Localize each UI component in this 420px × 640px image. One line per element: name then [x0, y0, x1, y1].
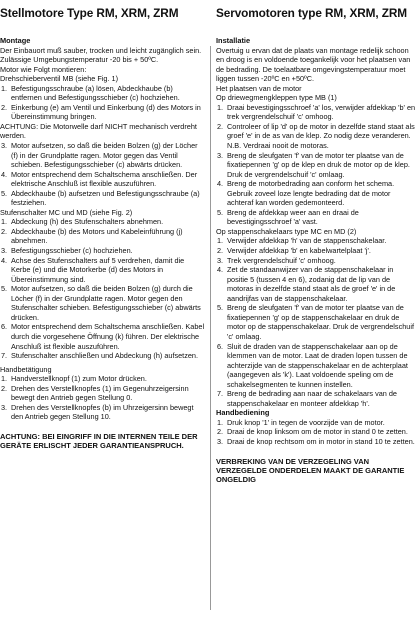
step-item	[216, 179, 416, 208]
step-item	[0, 141, 205, 170]
step-item	[0, 322, 205, 351]
warranty-warning: ACHTUNG: BEI EINGRIFF IN DIE INTERNEN TEILE DER GERÄTE ERLISCHT JEDER GARANTIEANSPRUCH.	[0, 431, 198, 451]
step-number: 2.	[1, 226, 8, 236]
step-item	[216, 418, 416, 428]
subheading-mb: Drehschieberventil MB (siehe Fig. 1)	[0, 74, 119, 84]
step-number: 5.	[1, 188, 8, 198]
step-item	[216, 122, 416, 151]
subheading-mb: Op driewegmengkleppen type MB (1)	[216, 93, 337, 103]
step-item	[0, 84, 205, 103]
step-number: 2.	[217, 121, 224, 131]
step-text: Druk knop '1' in tegen de voorzijde van de motor.	[227, 417, 385, 427]
section-heading-installatie: Installatie	[216, 36, 251, 45]
step-number: 3.	[1, 246, 8, 256]
step-text: Breng de sleufgaten 'f' van de motor ter plaatse van de fixatiepennen 'g' op de stappenschakelaar en druk de motor op de stappenschakelaar. Druk de vergrendelschuif 'c' omlaag.	[227, 303, 414, 341]
step-text: Controleer of lip 'd' op de motor in dezelfde stand staat als groef 'e' in de as van de klep. Zo nodig deze veranderen. N.B. Verdraai nooit de motoras.	[227, 121, 415, 151]
step-item	[216, 265, 416, 303]
step-item	[0, 403, 205, 422]
step-text: Verwijder afdekkap 'h' van de stappenschakelaar.	[227, 236, 387, 246]
subheading-mc-md: Stufenschalter MC und MD (siehe Fig. 2)	[0, 207, 133, 217]
manual-steps	[0, 374, 205, 422]
step-number: 4.	[217, 179, 224, 189]
step-text: Stufenschalter anschließen und Abdeckung (h) aufsetzen.	[11, 351, 199, 361]
step-item	[0, 189, 205, 208]
procedure-intro: Motor wie Folgt montieren:	[0, 64, 87, 74]
step-text: Abdeckung (h) des Stufenschalters abnehmen.	[11, 217, 164, 227]
step-number: 1.	[1, 374, 8, 384]
step-text: Drehen des Verstellknopfes (1) im Gegenuhrzeigersinn bewegt den Antrieb gegen Stellung 0.	[11, 383, 189, 403]
step-text: Sluit de draden van de stappenschakelaar aan op de klemmen van de motor. Laat de draden lopen tussen de achterzijde van de stappenschakelaar en de achterplaat (aangegeven als 'k'). Laat voldoende speling om de schakelsegmenten te kunnen instellen.	[227, 341, 408, 389]
step-text: Trek vergrendelschuif 'c' omhoog.	[227, 255, 336, 265]
step-text: Abdeckhaube (b) aufsetzen und Befestigungsschraube (a) festziehen.	[11, 188, 200, 208]
step-item	[0, 374, 205, 384]
step-item	[216, 208, 416, 227]
step-item	[216, 389, 416, 408]
step-number: 5.	[1, 284, 8, 294]
intro-paragraph: Overtuig u ervan dat de plaats van montage redelijk schoon en droog is en voldoende toegankelijk voor het plaatsen van de bedrading. De toelaatbare omgevingstemperatuur moet liggen tussen -20ºC en +50ºC.	[216, 45, 411, 84]
step-text: Draai de knop linksom om de motor in stand 0 te zetten.	[227, 427, 408, 437]
step-number: 5.	[217, 303, 224, 313]
page-title: Stellmotore Type RM, XRM, ZRM	[0, 6, 179, 20]
step-item	[216, 437, 416, 447]
step-item	[0, 256, 205, 285]
step-number: 1.	[1, 83, 8, 93]
step-item	[216, 103, 416, 122]
step-text: Abdeckhaube (b) des Motors und Kabeleinführung (j) abnehmen.	[11, 226, 183, 246]
step-text: Achse des Stufenschalters auf 5 verdrehen, damit die Kerbe (e) und die Motorkerbe (d) des Motors in Übereinstimmung sind.	[11, 255, 185, 284]
step-text: Breng de sleufgaten 'f' van de motor ter plaatse van de fixatiepennen 'g' op de klep en druk de motor op de klep. Druk de vergrendelschuif 'c' omlaag.	[227, 150, 410, 179]
procedure-intro: Het plaatsen van de motor	[216, 83, 302, 93]
step-number: 1.	[217, 102, 224, 112]
step-number: 2.	[217, 246, 224, 256]
step-number: 3.	[217, 255, 224, 265]
step-item	[216, 236, 416, 246]
step-number: 4.	[1, 255, 8, 265]
step-item	[0, 227, 205, 246]
step-number: 4.	[1, 169, 8, 179]
step-number: 1.	[1, 217, 8, 227]
step-text: Motor entsprechend dem Schaltschema anschließen. Kabel durch die vorgesehene Öffnung (k) führen. Der elektrische Anschluß ist flexible auszuführen.	[11, 322, 205, 351]
step-text: Breng de afdekkap weer aan en draai de bevestigingsschroef 'a' vast.	[227, 207, 359, 227]
step-number: 6.	[1, 322, 8, 332]
step-text: Breng de motorbedrading aan conform het schema. Gebruik zoveel loze lengte bedrading dat de motor achteraf kan worden gedemonteerd.	[227, 179, 395, 208]
step-number: 1.	[217, 236, 224, 246]
german-column	[0, 6, 205, 634]
column-divider	[210, 46, 211, 610]
step-text: Zet de standaanwijzer van de stappenschakelaar in positie 5 (tussen 4 en 6), zodanig dat de lip van de motoras in dezelfde stand staat als de groef 'e' in de aandrijfas van de stappenschakelaar.	[227, 265, 396, 303]
step-text: Draai de knop rechtsom om in motor in stand 10 te zetten.	[227, 436, 415, 446]
step-text: Befestigungsschieber (c) hochziehen.	[11, 246, 133, 256]
step-item	[216, 303, 416, 341]
step-number: 7.	[217, 389, 224, 399]
step-item	[216, 246, 416, 256]
step-number: 1.	[217, 417, 224, 427]
step-item	[216, 151, 416, 180]
warranty-warning: VERBREKING VAN DE VERZEGELING VAN VERZEGELDE ONDERDELEN MAAKT DE GARANTIE ONGELDIG	[216, 456, 405, 485]
step-text: Breng de bedrading aan naar de schakelaars van de stappenschakelaar en monteer afdekkap 'h'.	[227, 389, 397, 408]
manual-steps	[216, 418, 416, 447]
step-text: Handverstellknopf (1) zum Motor drücken.	[11, 374, 147, 384]
step-number: 3.	[217, 150, 224, 160]
mb-steps	[0, 84, 205, 122]
caution-note: ACHTUNG: Die Motorwelle darf NICHT mechanisch verdreht werden.	[0, 121, 197, 141]
mc-steps	[0, 217, 205, 360]
step-item	[216, 342, 416, 390]
step-text: Motor aufsetzen, so daß die beiden Bolzen (g) durch die Löcher (f) in der Grundplatte ragen. Motor gegen den Stufenschalter schieben. Befestigungsschieber (c) abwärts drücken.	[11, 284, 201, 322]
step-item	[0, 351, 205, 361]
step-number: 6.	[217, 341, 224, 351]
subheading-manual: Handbetätigung	[0, 364, 52, 374]
page-title: Servomotoren type RM, XRM, ZRM	[216, 6, 408, 20]
mb-steps-continued	[0, 141, 205, 208]
step-text: Drehen des Verstellknopfes (b) im Uhrzeigersinn bewegt den Antrieb gegen Stellung 10.	[11, 402, 194, 422]
step-item	[216, 256, 416, 266]
step-number: 3.	[1, 141, 8, 151]
mc-steps	[216, 236, 416, 408]
step-item	[0, 384, 205, 403]
step-item	[0, 103, 205, 122]
step-item	[0, 284, 205, 322]
step-text: Motor aufsetzen, so daß die beiden Bolzen (g) der Löcher (f) in der Grundplatte ragen. Motor gegen das Ventil schieben. Befestigungsschieber (c) abwärts drücken.	[11, 141, 198, 170]
step-text: Einkerbung (e) am Ventil und Einkerbung (d) des Motors in Übereinstimmung bringen.	[11, 102, 201, 122]
subheading-mc-md: Op stappenschakelaars type MC en MD (2)	[216, 226, 357, 236]
step-text: Verwijder afdekkap 'b' en kabelwartelplaat 'j'.	[227, 246, 371, 256]
step-number: 2.	[217, 427, 224, 437]
step-number: 2.	[1, 102, 8, 112]
step-number: 2.	[1, 383, 8, 393]
step-number: 3.	[217, 436, 224, 446]
step-number: 3.	[1, 402, 8, 412]
step-text: Befestigungsschraube (a) lösen, Abdeckhaube (b) entfernen und Befestigungsschieber (c) hochziehen.	[11, 83, 180, 103]
step-item	[0, 170, 205, 189]
mb-steps	[216, 103, 416, 227]
intro-paragraph: Der Einbauort muß sauber, trocken und leicht zugänglich sein. Zulässige Umgebungstemperatur -20 bis + 50ºC.	[0, 45, 202, 65]
step-item	[216, 427, 416, 437]
step-text: Draai bevestigingsschroef 'a' los, verwijder afdekkap 'b' en trek vergrendelschuif 'c' omhoog.	[227, 102, 416, 122]
step-text: Motor entsprechend dem Schaltschema anschließen. Der elektrische Anschluß ist flexible auszuführen.	[11, 169, 198, 189]
subheading-manual: Handbediening	[216, 408, 270, 418]
step-number: 5.	[217, 207, 224, 217]
step-item	[0, 217, 205, 227]
step-item	[0, 246, 205, 256]
dutch-column	[216, 6, 416, 634]
section-heading-montage: Montage	[0, 36, 31, 45]
step-number: 7.	[1, 351, 8, 361]
step-number: 4.	[217, 265, 224, 275]
